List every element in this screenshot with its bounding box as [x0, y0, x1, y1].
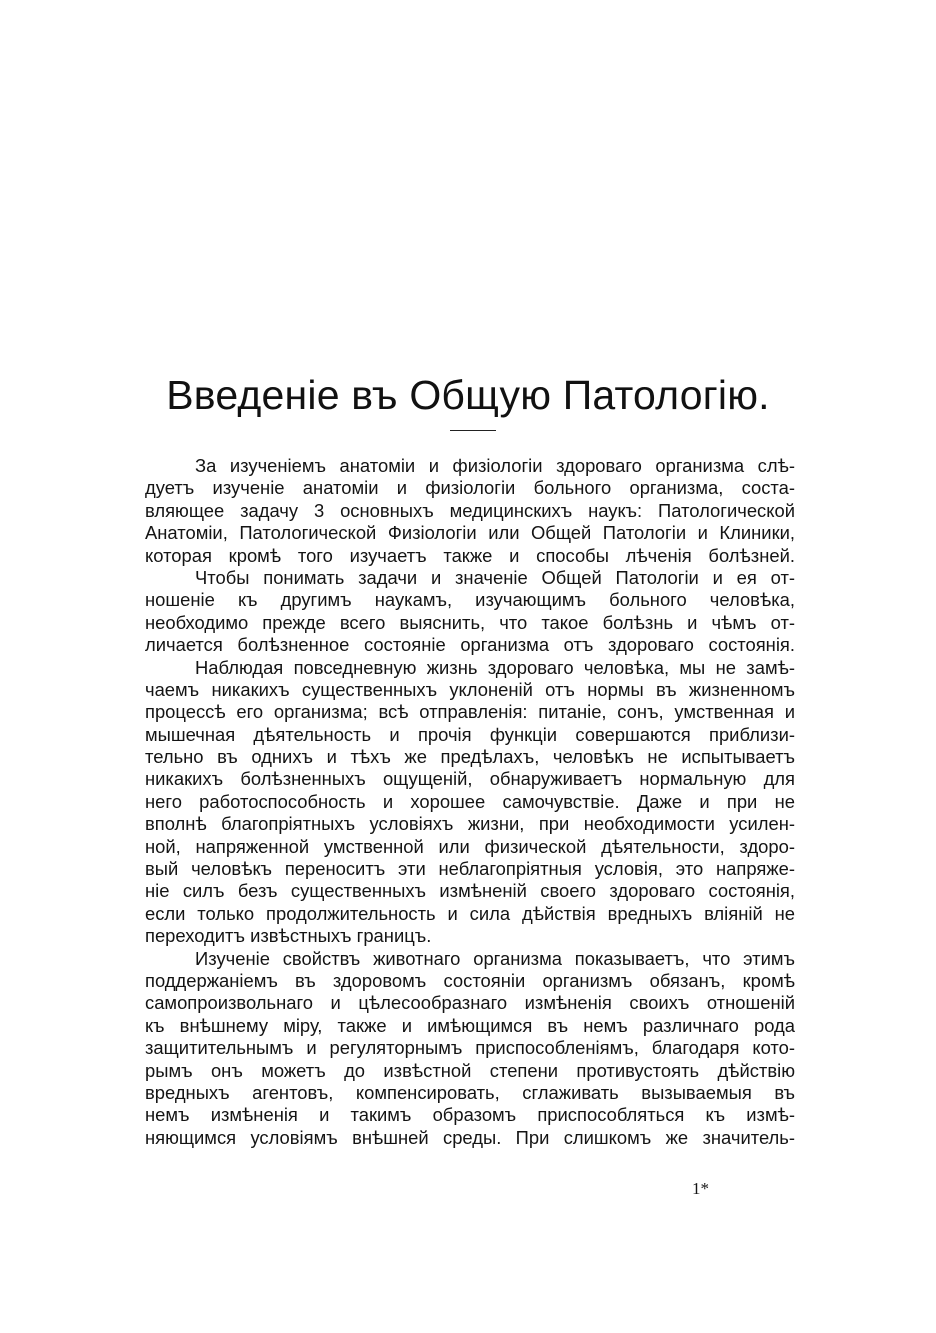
text-line: ношеніе къ другимъ наукамъ, изучающимъ больного человѣка,	[145, 589, 795, 611]
text-line: немъ измѣненія и такимъ образомъ приспособляться къ измѣ-	[145, 1104, 795, 1126]
text-line: къ внѣшнему міру, также и имѣющимся въ немъ различнаго рода	[145, 1014, 795, 1036]
text-line: дуетъ изученіе анатоміи и физіологіи больного организма, соста-	[145, 477, 795, 499]
text-line: вредныхъ агентовъ, компенсировать, сглаживать вызываемыя въ	[145, 1081, 795, 1103]
text-line: переходитъ извѣстныхъ границъ.	[145, 925, 432, 947]
text-line: если только продолжительность и сила дѣйствія вредныхъ вліяній не	[145, 902, 795, 924]
text-line: вый человѣкъ переноситъ эти неблагопріятныя условія, это напряже-	[145, 858, 795, 880]
body-text	[145, 455, 795, 1149]
text-line: Анатоміи, Патологической Физіологіи или Общей Патологіи и Клиники,	[145, 522, 795, 544]
text-line: ной, напряженной умственной или физической дѣятельности, здоро-	[145, 835, 795, 857]
text-line: необходимо прежде всего выяснить, что такое болѣзнь и чѣмъ от-	[145, 611, 795, 633]
title-divider	[450, 430, 496, 431]
text-line: тельно въ однихъ и тѣхъ же предѣлахъ, человѣкъ не испытываетъ	[145, 746, 795, 768]
text-line: ніе силъ безъ существенныхъ измѣненій своего здороваго состоянія,	[145, 880, 795, 902]
text-line: процессѣ его организма; всѣ отправленія: питаніе, сонъ, умственная и	[145, 701, 795, 723]
text-line: рымъ онъ можетъ до извѣстной степени противустоять дѣйствію	[145, 1059, 795, 1081]
text-line: няющимся условіямъ внѣшней среды. При слишкомъ же значитель-	[145, 1126, 795, 1148]
text-line: самопроизвольнаго и цѣлесообразнаго измѣненія своихъ отношеній	[145, 992, 795, 1014]
page-number: 1*	[692, 1179, 709, 1198]
text-line: вполнѣ благопріятныхъ условіяхъ жизни, при необходимости усилен-	[145, 813, 795, 835]
page-title: Введеніе въ Общую Патологію.	[166, 372, 770, 418]
text-line: защитительнымъ и регуляторнымъ приспособленіямъ, благодаря кото-	[145, 1037, 795, 1059]
text-line: него работоспособность и хорошее самочувствіе. Даже и при не	[145, 790, 795, 812]
text-line: никакихъ болѣзненныхъ ощущеній, обнаруживаетъ нормальную для	[145, 768, 795, 790]
text-line: За изученіемъ анатоміи и физіологіи здороваго организма слѣ-	[195, 455, 795, 476]
text-line: Чтобы понимать задачи и значеніе Общей Патологіи и ея от-	[195, 566, 795, 588]
text-line: Изученіе свойствъ животнаго организма показываетъ, что этимъ	[195, 947, 795, 969]
text-line: которая кромѣ того изучаетъ также и способы лѣченія болѣзней.	[145, 544, 795, 566]
text-line: чаемъ никакихъ существенныхъ уклоненій отъ нормы въ жизненномъ	[145, 678, 795, 700]
text-line: мышечная дѣятельность и прочія функціи совершаются приблизи-	[145, 723, 795, 745]
text-line: Наблюдая повседневную жизнь здороваго человѣка, мы не замѣ-	[195, 656, 795, 678]
text-line: личается болѣзненное состояніе организма отъ здороваго состоянія.	[145, 634, 795, 656]
text-line: вляющее задачу 3 основныхъ медицинскихъ наукъ: Патологической	[145, 499, 795, 521]
text-line: поддержаніемъ въ здоровомъ состояніи организмъ обязанъ, кромѣ	[145, 969, 795, 991]
